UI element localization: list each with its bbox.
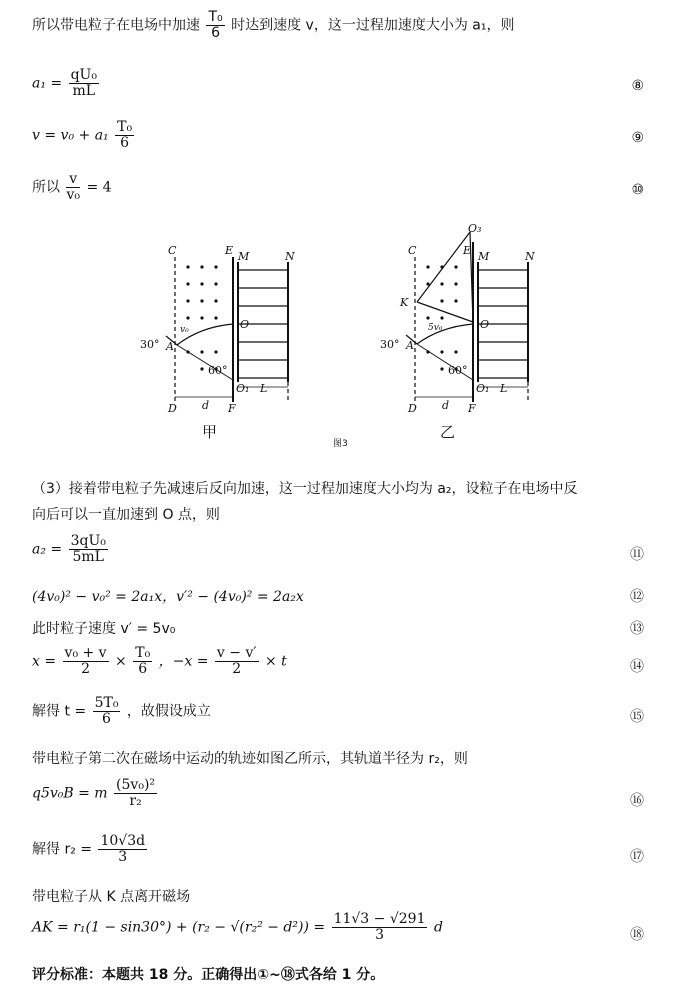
label-O1-right: O₁	[476, 382, 490, 395]
field-dots-right	[426, 265, 457, 370]
figure-3	[130, 222, 550, 447]
equation-number: ⑭	[630, 659, 644, 675]
denominator: 5mL	[72, 549, 104, 565]
numerator: v₀ + v	[64, 645, 107, 661]
label-O3: O₃	[468, 222, 482, 235]
equation-12	[32, 586, 650, 606]
denominator: 3	[375, 927, 384, 943]
fraction	[206, 10, 224, 41]
equation-13: 此时粒子速度 v′ = 5v₀	[32, 621, 176, 637]
label-L-right: L	[500, 382, 508, 395]
numerator: v	[66, 172, 80, 188]
equation-part: ，故假设成立	[126, 703, 211, 720]
numerator: v − v′	[216, 645, 257, 661]
label-N: N	[285, 250, 295, 263]
denominator: 6	[138, 661, 148, 677]
equation-part: d	[433, 919, 443, 936]
fraction	[215, 646, 259, 677]
label-L: L	[260, 382, 268, 395]
equation-10	[32, 172, 650, 203]
equation-number: ⑨	[631, 130, 644, 146]
diagram-labels	[140, 222, 535, 415]
numerator: 10√3d	[100, 833, 146, 849]
label-v0: v₀	[180, 325, 189, 335]
equation-16	[32, 778, 650, 809]
equation-lhs: a₁ =	[32, 75, 63, 92]
physics-diagram	[130, 222, 550, 447]
denominator: r₂	[129, 793, 142, 809]
equation-part: 解得 t =	[32, 703, 87, 720]
label-K: K	[400, 296, 409, 309]
fraction	[115, 120, 134, 151]
denominator: 2	[232, 661, 242, 677]
label-30: 30°	[140, 338, 160, 351]
label-M-right: M	[478, 250, 490, 263]
equation-lhs: AK = r₁(1 − sin30°) + (r₂ − √(r₂² − d²)) =	[32, 919, 326, 936]
equation-number: ⑫	[630, 589, 644, 605]
label-30-right: 30°	[380, 338, 400, 351]
equation-lhs: v = v₀ + a₁	[32, 127, 109, 144]
text-line-pb: 带电粒子第二次在磁场中运动的轨迹如图乙所示，其轨道半径为 r₂，则	[32, 751, 468, 767]
text-line-p3b: 向后可以一直加速到 O 点，则	[32, 507, 220, 523]
label-C-right: C	[408, 244, 417, 257]
label-F-right: F	[468, 402, 476, 415]
denominator: mL	[72, 83, 96, 99]
denominator: 6	[211, 25, 220, 41]
label-60-right: 60°	[448, 364, 468, 377]
numerator: 11√3 − √291	[333, 911, 426, 927]
denominator: 2	[81, 661, 91, 677]
label-M: M	[238, 250, 250, 263]
fraction	[69, 68, 99, 99]
equation-number: ⑬	[630, 621, 644, 637]
text-segment: = 4	[86, 179, 112, 196]
equation-lhs: q5v₀B = m	[32, 785, 108, 802]
equation-11	[32, 534, 650, 565]
fraction	[66, 172, 80, 203]
field-dots-left	[186, 265, 217, 370]
denominator: v₀	[66, 187, 80, 203]
text-segment: 时达到速度 v，这一过程加速度大小为 a₁，则	[231, 17, 515, 34]
fraction	[114, 778, 157, 809]
numerator: (5v₀)²	[116, 777, 156, 793]
numerator: 3qU₀	[70, 533, 106, 549]
equation-17	[32, 834, 650, 865]
numerator: T₀	[117, 119, 133, 135]
label-O1: O₁	[236, 382, 250, 395]
text-line-pk: 带电粒子从 K 点离开磁场	[32, 889, 191, 905]
label-A-right: A	[406, 339, 414, 352]
fraction	[63, 646, 109, 677]
denominator: 3	[118, 849, 128, 865]
numerator: T₀	[135, 645, 151, 661]
figure-captions	[202, 423, 455, 447]
label-O-right: O	[480, 318, 490, 331]
caption-figure: 图3	[333, 439, 348, 447]
equation-number: ⑯	[630, 793, 644, 809]
label-C: C	[168, 244, 177, 257]
label-60: 60°	[208, 364, 228, 377]
fraction	[133, 646, 152, 677]
scoring-standard: 评分标准：本题共 18 分。正确得出①~⑱式各给 1 分。	[32, 967, 385, 983]
equation-lhs: a₂ =	[32, 541, 63, 558]
equation-9	[32, 120, 650, 151]
equation-part: ，−x =	[158, 653, 209, 670]
equation-part: 解得 r₂ =	[32, 841, 92, 858]
caption-left: 甲	[202, 423, 218, 441]
fraction	[98, 834, 147, 865]
numerator: T₀	[208, 9, 223, 25]
label-N-right: N	[525, 250, 535, 263]
text-line-p3a: （3）接着带电粒子先减速后反向加速，这一过程加速度大小均为 a₂，设粒子在电场中反	[32, 481, 578, 497]
equation-number: ⑪	[630, 547, 644, 563]
equation-number: ⑱	[630, 927, 644, 943]
equation-8	[32, 68, 650, 99]
label-A: A	[166, 340, 174, 353]
equation-text: (4v₀)² − v₀² = 2a₁x，v′² − (4v₀)² = 2a₂x	[32, 589, 304, 605]
equation-number: ⑰	[630, 849, 644, 865]
equation-number: ⑧	[631, 78, 644, 94]
denominator: 6	[120, 135, 130, 151]
fraction	[93, 696, 121, 727]
equation-part: × t	[265, 653, 287, 670]
label-d: d	[202, 399, 210, 412]
text-line-1	[32, 10, 650, 41]
caption-right: 乙	[440, 423, 456, 441]
denominator: 6	[102, 711, 111, 727]
text-segment: 所以	[32, 179, 60, 196]
equation-14	[32, 646, 650, 677]
equation-18	[32, 912, 650, 943]
equation-part: ×	[115, 653, 127, 670]
label-d-right: d	[442, 399, 450, 412]
label-E-right: E	[463, 244, 472, 257]
numerator: qU₀	[70, 67, 97, 83]
label-E: E	[225, 244, 234, 257]
equation-number: ⑮	[630, 709, 644, 725]
numerator: 5T₀	[94, 695, 119, 711]
fraction	[332, 912, 428, 943]
equation-15	[32, 696, 650, 727]
equation-number: ⑩	[631, 182, 644, 198]
equation-part: x =	[32, 653, 57, 670]
text-segment: 所以带电粒子在电场中加速	[32, 17, 200, 34]
label-F: F	[228, 402, 236, 415]
label-D-right: D	[408, 402, 417, 415]
label-5v0: 5v₀	[428, 323, 443, 333]
label-O: O	[240, 318, 250, 331]
fraction	[69, 534, 108, 565]
label-D: D	[168, 402, 177, 415]
